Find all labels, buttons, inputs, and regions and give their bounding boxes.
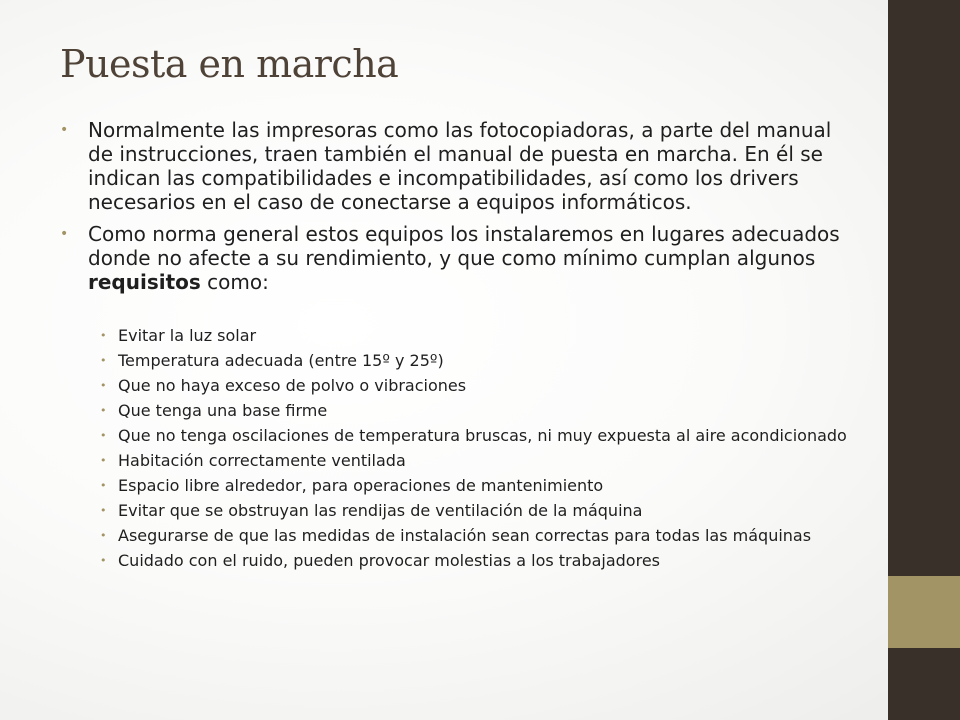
list-item: [100, 401, 860, 420]
list-item-text: Que tenga una base firme: [118, 401, 328, 420]
bullet-icon: •: [60, 122, 69, 138]
bullet-icon: •: [100, 329, 107, 342]
paragraph-text: [88, 222, 840, 294]
emphasis-requisitos: requisitos: [88, 270, 201, 294]
list-item: [100, 426, 860, 445]
bullet-icon: •: [100, 379, 107, 392]
list-item: [100, 451, 860, 470]
list-item: [100, 351, 860, 370]
list-item-text: Temperatura adecuada (entre 15º y 25º): [118, 351, 444, 370]
paragraph-bullet-2: [60, 222, 860, 294]
list-item: [100, 526, 860, 545]
list-item-text: Habitación correctamente ventilada: [118, 451, 406, 470]
slide-title: Puesta en marcha: [60, 42, 399, 86]
list-item-text: Espacio libre alrededor, para operaciones de mantenimiento: [118, 476, 604, 495]
list-item-text: Que no tenga oscilaciones de temperatura bruscas, ni muy expuesta al aire acondicionado: [118, 426, 847, 445]
bullet-icon: •: [100, 504, 107, 517]
bullet-icon: •: [100, 404, 107, 417]
list-item-text: Asegurarse de que las medidas de instalación sean correctas para todas las máquinas: [118, 526, 812, 545]
bullet-icon: •: [60, 226, 69, 242]
list-item-text: Cuidado con el ruido, pueden provocar molestias a los trabajadores: [118, 551, 660, 570]
bullet-icon: •: [100, 479, 107, 492]
bullet-icon: •: [100, 429, 107, 442]
list-item: [100, 501, 860, 520]
list-item-text: Evitar la luz solar: [118, 326, 257, 345]
paragraph-text-start: Como norma general estos equipos los instalaremos en lugares adecuados donde no afecte a su rendimiento, y que como mínimo cumplan algunos: [88, 222, 840, 270]
list-item: [100, 326, 860, 345]
paragraph-text: Normalmente las impresoras como las fotocopiadoras, a parte del manual de instrucciones, traen también el manual de puesta en marcha. En él se indican las compatibilidades e incompatibilidades, así como los drivers necesarios en el caso de conectarse a equipos informáticos.: [88, 118, 832, 214]
bullet-icon: •: [100, 554, 107, 567]
list-item-text: Evitar que se obstruyan las rendijas de ventilación de la máquina: [118, 501, 643, 520]
list-item: [100, 476, 860, 495]
list-item: [100, 376, 860, 395]
requirements-list: [60, 326, 860, 570]
paragraph-text-end: como:: [200, 270, 269, 294]
sidebar-accent-block: [888, 576, 960, 648]
list-item-text: Que no haya exceso de polvo o vibraciones: [118, 376, 467, 395]
bullet-icon: •: [100, 529, 107, 542]
list-item: [100, 551, 860, 570]
slide-body: [60, 118, 860, 576]
paragraph-bullet-1: [60, 118, 860, 214]
bullet-icon: •: [100, 354, 107, 367]
bullet-icon: •: [100, 454, 107, 467]
